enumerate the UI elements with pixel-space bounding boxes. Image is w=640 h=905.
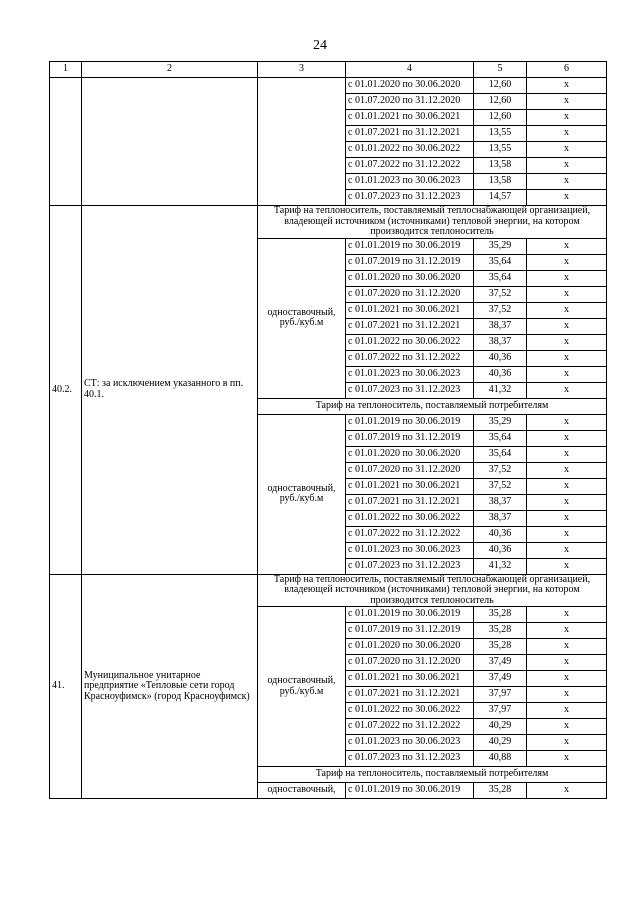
- col6-cell: х: [527, 414, 607, 430]
- item-name: [82, 78, 258, 206]
- column-header: 3: [258, 62, 346, 78]
- period-cell: с 01.01.2021 по 30.06.2021: [346, 302, 474, 318]
- col6-cell: х: [527, 190, 607, 206]
- period-cell: с 01.07.2019 по 31.12.2019: [346, 623, 474, 639]
- item-name: СТ: за исключением указанного в пп. 40.1.: [82, 206, 258, 575]
- col6-cell: х: [527, 542, 607, 558]
- col6-cell: х: [527, 494, 607, 510]
- period-cell: с 01.07.2022 по 31.12.2022: [346, 158, 474, 174]
- value-cell: 40,88: [474, 751, 527, 767]
- value-cell: 37,52: [474, 462, 527, 478]
- value-cell: 12,60: [474, 110, 527, 126]
- period-cell: с 01.07.2023 по 31.12.2023: [346, 751, 474, 767]
- value-cell: 12,60: [474, 78, 527, 94]
- section-title: Тариф на теплоноситель, поставляемый потребителям: [258, 398, 607, 414]
- period-cell: с 01.07.2019 по 31.12.2019: [346, 430, 474, 446]
- col6-cell: х: [527, 623, 607, 639]
- column-header: 2: [82, 62, 258, 78]
- period-cell: с 01.07.2021 по 31.12.2021: [346, 318, 474, 334]
- col6-cell: х: [527, 558, 607, 574]
- period-cell: с 01.01.2020 по 30.06.2020: [346, 78, 474, 94]
- period-cell: с 01.01.2020 по 30.06.2020: [346, 639, 474, 655]
- unit-cell: одноставочный,: [258, 783, 346, 799]
- unit-cell: [258, 78, 346, 206]
- period-cell: с 01.07.2020 по 31.12.2020: [346, 655, 474, 671]
- value-cell: 13,58: [474, 174, 527, 190]
- value-cell: 35,28: [474, 639, 527, 655]
- period-cell: с 01.01.2020 по 30.06.2020: [346, 270, 474, 286]
- section-title: Тариф на теплоноситель, поставляемый теплоснабжающей организацией, владеющей источником (источниками) тепловой энергии, на котором производится теплоноситель: [258, 206, 607, 239]
- value-cell: 35,29: [474, 414, 527, 430]
- period-cell: с 01.07.2022 по 31.12.2022: [346, 350, 474, 366]
- section-title-row: [50, 206, 607, 239]
- col6-cell: х: [527, 703, 607, 719]
- col6-cell: х: [527, 158, 607, 174]
- period-cell: с 01.01.2022 по 30.06.2022: [346, 703, 474, 719]
- period-cell: с 01.07.2020 по 31.12.2020: [346, 94, 474, 110]
- period-cell: с 01.07.2021 по 31.12.2021: [346, 494, 474, 510]
- period-cell: с 01.07.2023 по 31.12.2023: [346, 558, 474, 574]
- value-cell: 41,32: [474, 558, 527, 574]
- period-cell: с 01.07.2020 по 31.12.2020: [346, 462, 474, 478]
- period-cell: с 01.07.2022 по 31.12.2022: [346, 526, 474, 542]
- value-cell: 12,60: [474, 94, 527, 110]
- col6-cell: х: [527, 302, 607, 318]
- col6-cell: х: [527, 478, 607, 494]
- period-cell: с 01.01.2020 по 30.06.2020: [346, 446, 474, 462]
- period-cell: с 01.01.2023 по 30.06.2023: [346, 174, 474, 190]
- value-cell: 37,97: [474, 687, 527, 703]
- value-cell: 37,49: [474, 655, 527, 671]
- value-cell: 37,52: [474, 302, 527, 318]
- column-header: 5: [474, 62, 527, 78]
- col6-cell: х: [527, 735, 607, 751]
- value-cell: 38,37: [474, 318, 527, 334]
- period-cell: с 01.01.2022 по 30.06.2022: [346, 334, 474, 350]
- value-cell: 35,29: [474, 238, 527, 254]
- col6-cell: х: [527, 318, 607, 334]
- period-cell: с 01.01.2023 по 30.06.2023: [346, 735, 474, 751]
- period-cell: с 01.07.2021 по 31.12.2021: [346, 126, 474, 142]
- col6-cell: х: [527, 142, 607, 158]
- col6-cell: х: [527, 238, 607, 254]
- col6-cell: х: [527, 270, 607, 286]
- value-cell: 35,64: [474, 430, 527, 446]
- value-cell: 40,29: [474, 719, 527, 735]
- col6-cell: х: [527, 334, 607, 350]
- period-cell: с 01.07.2021 по 31.12.2021: [346, 687, 474, 703]
- value-cell: 38,37: [474, 494, 527, 510]
- period-cell: с 01.07.2020 по 31.12.2020: [346, 286, 474, 302]
- value-cell: 35,28: [474, 623, 527, 639]
- tariff-table: [49, 61, 607, 799]
- col6-cell: х: [527, 719, 607, 735]
- section-title-row: [50, 574, 607, 607]
- col6-cell: х: [527, 126, 607, 142]
- column-header: 6: [527, 62, 607, 78]
- value-cell: 37,52: [474, 478, 527, 494]
- value-cell: 35,64: [474, 270, 527, 286]
- period-cell: с 01.01.2023 по 30.06.2023: [346, 366, 474, 382]
- value-cell: 41,32: [474, 382, 527, 398]
- period-cell: с 01.07.2019 по 31.12.2019: [346, 254, 474, 270]
- table-row: [50, 78, 607, 94]
- value-cell: 40,29: [474, 735, 527, 751]
- period-cell: с 01.01.2023 по 30.06.2023: [346, 542, 474, 558]
- period-cell: с 01.07.2023 по 31.12.2023: [346, 190, 474, 206]
- period-cell: с 01.01.2019 по 30.06.2019: [346, 783, 474, 799]
- value-cell: 13,55: [474, 142, 527, 158]
- period-cell: с 01.01.2021 по 30.06.2021: [346, 110, 474, 126]
- period-cell: с 01.01.2019 по 30.06.2019: [346, 238, 474, 254]
- value-cell: 40,36: [474, 366, 527, 382]
- col6-cell: х: [527, 639, 607, 655]
- col6-cell: х: [527, 751, 607, 767]
- period-cell: с 01.01.2021 по 30.06.2021: [346, 671, 474, 687]
- page-number: 24: [313, 38, 327, 53]
- value-cell: 13,55: [474, 126, 527, 142]
- period-cell: с 01.07.2023 по 31.12.2023: [346, 382, 474, 398]
- col6-cell: х: [527, 655, 607, 671]
- value-cell: 37,97: [474, 703, 527, 719]
- value-cell: 35,64: [474, 254, 527, 270]
- period-cell: с 01.01.2019 по 30.06.2019: [346, 607, 474, 623]
- value-cell: 37,52: [474, 286, 527, 302]
- unit-cell: одноставочный, руб./куб.м: [258, 414, 346, 574]
- period-cell: с 01.01.2022 по 30.06.2022: [346, 142, 474, 158]
- unit-cell: одноставочный, руб./куб.м: [258, 238, 346, 398]
- item-number: 40.2.: [50, 206, 82, 575]
- table-header-row: [50, 62, 607, 78]
- col6-cell: х: [527, 78, 607, 94]
- value-cell: 38,37: [474, 334, 527, 350]
- value-cell: 13,58: [474, 158, 527, 174]
- value-cell: 40,36: [474, 350, 527, 366]
- col6-cell: х: [527, 286, 607, 302]
- value-cell: 38,37: [474, 510, 527, 526]
- section-title: Тариф на теплоноситель, поставляемый теплоснабжающей организацией, владеющей источником (источниками) тепловой энергии, на котором производится теплоноситель: [258, 574, 607, 607]
- period-cell: с 01.01.2021 по 30.06.2021: [346, 478, 474, 494]
- unit-cell: одноставочный, руб./куб.м: [258, 607, 346, 767]
- col6-cell: х: [527, 526, 607, 542]
- value-cell: 40,36: [474, 542, 527, 558]
- value-cell: 37,49: [474, 671, 527, 687]
- column-header: 1: [50, 62, 82, 78]
- period-cell: с 01.01.2022 по 30.06.2022: [346, 510, 474, 526]
- col6-cell: х: [527, 382, 607, 398]
- value-cell: 14,57: [474, 190, 527, 206]
- col6-cell: х: [527, 687, 607, 703]
- period-cell: с 01.07.2022 по 31.12.2022: [346, 719, 474, 735]
- item-name: Муниципальное унитарное предприятие «Тепловые сети город Красноуфимск» (город Красноуфимск): [82, 574, 258, 799]
- period-cell: с 01.01.2019 по 30.06.2019: [346, 414, 474, 430]
- col6-cell: х: [527, 110, 607, 126]
- col6-cell: х: [527, 510, 607, 526]
- section-title: Тариф на теплоноситель, поставляемый потребителям: [258, 767, 607, 783]
- value-cell: 35,28: [474, 783, 527, 799]
- col6-cell: х: [527, 783, 607, 799]
- item-number: 41.: [50, 574, 82, 799]
- col6-cell: х: [527, 607, 607, 623]
- col6-cell: х: [527, 671, 607, 687]
- value-cell: 35,64: [474, 446, 527, 462]
- col6-cell: х: [527, 254, 607, 270]
- col6-cell: х: [527, 462, 607, 478]
- col6-cell: х: [527, 94, 607, 110]
- value-cell: 35,28: [474, 607, 527, 623]
- col6-cell: х: [527, 366, 607, 382]
- col6-cell: х: [527, 350, 607, 366]
- col6-cell: х: [527, 174, 607, 190]
- col6-cell: х: [527, 446, 607, 462]
- col6-cell: х: [527, 430, 607, 446]
- column-header: 4: [346, 62, 474, 78]
- item-number: [50, 78, 82, 206]
- value-cell: 40,36: [474, 526, 527, 542]
